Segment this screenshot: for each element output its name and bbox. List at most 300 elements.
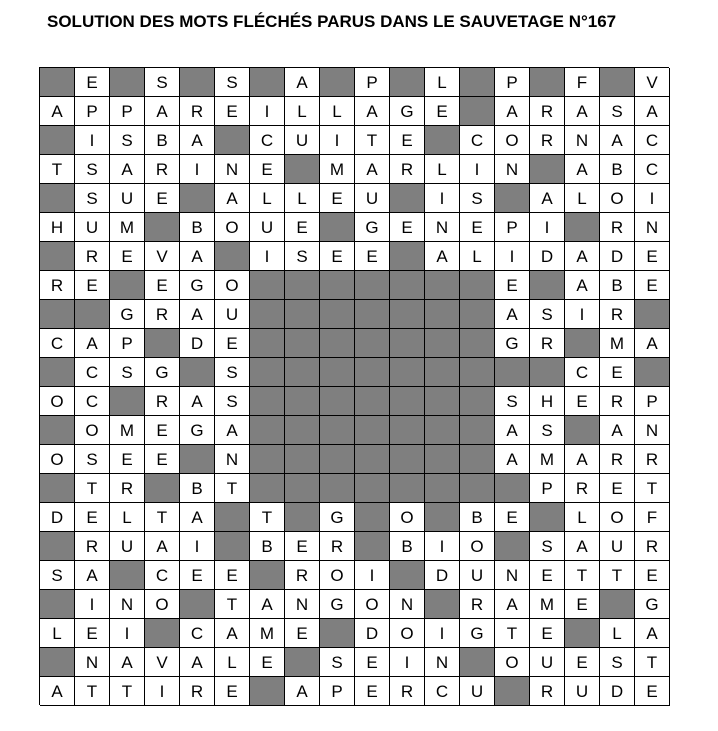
grid-letter-cell: O [215, 213, 250, 242]
grid-letter-cell: D [180, 329, 215, 358]
grid-letter-cell: R [320, 532, 355, 561]
grid-letter-cell: C [460, 126, 495, 155]
grid-letter-cell: R [180, 97, 215, 126]
grid-letter-cell: M [530, 445, 565, 474]
grid-letter-cell: A [180, 648, 215, 677]
grid-black-cell [285, 445, 320, 474]
grid-letter-cell: O [460, 532, 495, 561]
grid-black-cell [250, 271, 285, 300]
grid-black-cell [285, 503, 320, 532]
grid-letter-cell: E [110, 445, 145, 474]
grid-letter-cell: P [495, 213, 530, 242]
grid-letter-cell: E [530, 561, 565, 590]
grid-letter-cell: A [495, 300, 530, 329]
grid-black-cell [390, 387, 425, 416]
grid-letter-cell: R [75, 532, 110, 561]
grid-letter-cell: N [390, 590, 425, 619]
grid-letter-cell: E [355, 242, 390, 271]
grid-letter-cell: G [180, 271, 215, 300]
grid-black-cell [495, 184, 530, 213]
grid-letter-cell: V [635, 68, 670, 97]
grid-black-cell [565, 619, 600, 648]
grid-letter-cell: A [495, 590, 530, 619]
grid-black-cell [285, 329, 320, 358]
grid-letter-cell: R [635, 445, 670, 474]
grid-letter-cell: E [635, 271, 670, 300]
grid-letter-cell: L [215, 648, 250, 677]
grid-letter-cell: L [320, 97, 355, 126]
grid-letter-cell: R [145, 155, 180, 184]
grid-letter-cell: E [600, 474, 635, 503]
grid-black-cell [40, 416, 75, 445]
grid-letter-cell: G [320, 590, 355, 619]
grid-black-cell [145, 213, 180, 242]
grid-letter-cell: E [285, 213, 320, 242]
grid-letter-cell: A [635, 619, 670, 648]
grid-letter-cell: O [75, 416, 110, 445]
grid-letter-cell: O [40, 387, 75, 416]
grid-black-cell [285, 474, 320, 503]
grid-letter-cell: E [425, 97, 460, 126]
grid-letter-cell: S [530, 300, 565, 329]
grid-letter-cell: E [285, 619, 320, 648]
grid-black-cell [390, 416, 425, 445]
grid-black-cell [355, 474, 390, 503]
grid-letter-cell: R [530, 677, 565, 706]
grid-black-cell [320, 474, 355, 503]
grid-black-cell [390, 184, 425, 213]
grid-letter-cell: E [530, 619, 565, 648]
grid-letter-cell: C [635, 126, 670, 155]
crossword-grid [39, 67, 669, 705]
grid-letter-cell: U [250, 213, 285, 242]
grid-letter-cell: M [320, 155, 355, 184]
grid-letter-cell: D [40, 503, 75, 532]
grid-letter-cell: A [40, 97, 75, 126]
grid-black-cell [250, 358, 285, 387]
grid-black-cell [425, 329, 460, 358]
grid-letter-cell: G [110, 300, 145, 329]
grid-letter-cell: I [145, 677, 180, 706]
grid-letter-cell: A [75, 561, 110, 590]
grid-letter-cell: C [40, 329, 75, 358]
grid-letter-cell: N [425, 213, 460, 242]
grid-letter-cell: P [355, 68, 390, 97]
grid-letter-cell: E [635, 677, 670, 706]
grid-letter-cell: A [180, 503, 215, 532]
grid-black-cell [635, 300, 670, 329]
grid-black-cell [425, 503, 460, 532]
grid-letter-cell: A [110, 648, 145, 677]
grid-black-cell [40, 532, 75, 561]
grid-letter-cell: V [145, 242, 180, 271]
grid-letter-cell: L [285, 97, 320, 126]
grid-letter-cell: L [40, 619, 75, 648]
grid-letter-cell: E [355, 677, 390, 706]
grid-letter-cell: U [110, 532, 145, 561]
grid-letter-cell: T [635, 648, 670, 677]
grid-letter-cell: B [390, 532, 425, 561]
grid-letter-cell: A [495, 416, 530, 445]
grid-black-cell [180, 445, 215, 474]
grid-letter-cell: S [285, 242, 320, 271]
grid-black-cell [530, 503, 565, 532]
grid-black-cell [250, 387, 285, 416]
grid-black-cell [180, 68, 215, 97]
grid-letter-cell: A [565, 242, 600, 271]
grid-letter-cell: O [355, 590, 390, 619]
grid-letter-cell: R [40, 271, 75, 300]
grid-letter-cell: I [530, 213, 565, 242]
grid-black-cell [355, 416, 390, 445]
grid-letter-cell: S [530, 532, 565, 561]
grid-letter-cell: R [145, 300, 180, 329]
grid-black-cell [530, 358, 565, 387]
grid-letter-cell: T [110, 677, 145, 706]
grid-letter-cell: I [180, 532, 215, 561]
grid-letter-cell: U [600, 532, 635, 561]
grid-letter-cell: S [530, 416, 565, 445]
grid-letter-cell: B [180, 213, 215, 242]
grid-black-cell [390, 300, 425, 329]
grid-letter-cell: N [425, 648, 460, 677]
grid-letter-cell: A [600, 416, 635, 445]
grid-letter-cell: A [495, 97, 530, 126]
grid-letter-cell: D [355, 619, 390, 648]
grid-letter-cell: H [530, 387, 565, 416]
grid-black-cell [390, 561, 425, 590]
grid-black-cell [40, 590, 75, 619]
grid-black-cell [425, 474, 460, 503]
grid-black-cell [495, 532, 530, 561]
grid-letter-cell: R [390, 155, 425, 184]
grid-letter-cell: A [600, 126, 635, 155]
grid-letter-cell: E [565, 387, 600, 416]
grid-letter-cell: M [250, 619, 285, 648]
grid-black-cell [75, 300, 110, 329]
grid-black-cell [565, 213, 600, 242]
grid-black-cell [285, 155, 320, 184]
grid-letter-cell: E [285, 532, 320, 561]
grid-letter-cell: A [215, 184, 250, 213]
grid-letter-cell: L [600, 619, 635, 648]
grid-letter-cell: I [75, 590, 110, 619]
grid-black-cell [565, 416, 600, 445]
grid-letter-cell: L [110, 503, 145, 532]
grid-letter-cell: E [250, 155, 285, 184]
grid-letter-cell: E [110, 242, 145, 271]
grid-letter-cell: E [320, 184, 355, 213]
grid-letter-cell: E [390, 126, 425, 155]
grid-letter-cell: I [495, 242, 530, 271]
grid-letter-cell: P [635, 387, 670, 416]
grid-letter-cell: A [635, 329, 670, 358]
grid-black-cell [355, 300, 390, 329]
grid-letter-cell: I [355, 561, 390, 590]
grid-letter-cell: T [635, 474, 670, 503]
grid-letter-cell: R [530, 329, 565, 358]
grid-letter-cell: N [635, 213, 670, 242]
grid-letter-cell: R [110, 474, 145, 503]
grid-letter-cell: E [250, 648, 285, 677]
grid-letter-cell: R [145, 387, 180, 416]
grid-letter-cell: D [600, 242, 635, 271]
grid-black-cell [320, 300, 355, 329]
grid-black-cell [355, 532, 390, 561]
grid-letter-cell: M [530, 590, 565, 619]
grid-black-cell [390, 329, 425, 358]
grid-black-cell [40, 648, 75, 677]
grid-black-cell [285, 358, 320, 387]
grid-letter-cell: R [530, 97, 565, 126]
grid-black-cell [355, 387, 390, 416]
grid-letter-cell: O [495, 126, 530, 155]
grid-letter-cell: E [145, 416, 180, 445]
grid-black-cell [110, 271, 145, 300]
grid-letter-cell: A [180, 300, 215, 329]
grid-letter-cell: S [600, 648, 635, 677]
grid-black-cell [390, 358, 425, 387]
grid-letter-cell: S [495, 387, 530, 416]
grid-letter-cell: N [215, 445, 250, 474]
grid-letter-cell: U [565, 677, 600, 706]
grid-letter-cell: P [110, 329, 145, 358]
grid-letter-cell: S [600, 97, 635, 126]
grid-letter-cell: T [355, 126, 390, 155]
grid-letter-cell: C [635, 155, 670, 184]
grid-letter-cell: C [75, 358, 110, 387]
grid-letter-cell: S [215, 358, 250, 387]
grid-letter-cell: S [460, 184, 495, 213]
grid-letter-cell: E [215, 677, 250, 706]
grid-letter-cell: M [600, 329, 635, 358]
grid-black-cell [460, 416, 495, 445]
grid-letter-cell: S [75, 155, 110, 184]
grid-letter-cell: P [495, 68, 530, 97]
grid-letter-cell: I [75, 126, 110, 155]
grid-black-cell [180, 184, 215, 213]
grid-black-cell [145, 329, 180, 358]
grid-black-cell [390, 474, 425, 503]
grid-letter-cell: L [285, 184, 320, 213]
grid-letter-cell: E [75, 619, 110, 648]
grid-letter-cell: O [390, 619, 425, 648]
grid-black-cell [530, 155, 565, 184]
grid-letter-cell: U [110, 184, 145, 213]
grid-letter-cell: R [565, 474, 600, 503]
grid-black-cell [425, 387, 460, 416]
grid-letter-cell: A [635, 97, 670, 126]
grid-letter-cell: S [110, 358, 145, 387]
grid-letter-cell: I [425, 184, 460, 213]
grid-black-cell [250, 300, 285, 329]
grid-letter-cell: U [460, 561, 495, 590]
grid-letter-cell: F [565, 68, 600, 97]
grid-letter-cell: E [565, 648, 600, 677]
grid-letter-cell: A [495, 445, 530, 474]
grid-letter-cell: A [565, 271, 600, 300]
grid-letter-cell: L [460, 242, 495, 271]
grid-black-cell [320, 68, 355, 97]
grid-black-cell [635, 358, 670, 387]
grid-letter-cell: A [215, 619, 250, 648]
grid-letter-cell: P [530, 474, 565, 503]
grid-letter-cell: B [250, 532, 285, 561]
grid-letter-cell: C [75, 387, 110, 416]
grid-letter-cell: O [40, 445, 75, 474]
grid-letter-cell: P [320, 677, 355, 706]
grid-letter-cell: T [495, 619, 530, 648]
grid-black-cell [460, 648, 495, 677]
grid-letter-cell: B [600, 271, 635, 300]
grid-black-cell [110, 68, 145, 97]
grid-black-cell [495, 358, 530, 387]
grid-letter-cell: R [600, 387, 635, 416]
grid-letter-cell: E [145, 445, 180, 474]
grid-letter-cell: V [145, 648, 180, 677]
grid-letter-cell: S [145, 68, 180, 97]
grid-letter-cell: U [460, 677, 495, 706]
grid-letter-cell: T [600, 561, 635, 590]
grid-black-cell [285, 271, 320, 300]
grid-letter-cell: N [565, 126, 600, 155]
grid-black-cell [285, 387, 320, 416]
grid-letter-cell: C [250, 126, 285, 155]
grid-letter-cell: M [110, 213, 145, 242]
grid-letter-cell: N [635, 416, 670, 445]
grid-letter-cell: C [425, 677, 460, 706]
grid-letter-cell: U [530, 648, 565, 677]
grid-black-cell [530, 271, 565, 300]
grid-black-cell [250, 329, 285, 358]
grid-letter-cell: R [460, 590, 495, 619]
grid-black-cell [425, 445, 460, 474]
grid-black-cell [460, 445, 495, 474]
grid-letter-cell: E [215, 329, 250, 358]
grid-letter-cell: G [390, 97, 425, 126]
grid-letter-cell: O [495, 648, 530, 677]
grid-letter-cell: D [425, 561, 460, 590]
grid-letter-cell: A [75, 329, 110, 358]
grid-letter-cell: S [75, 445, 110, 474]
grid-letter-cell: A [250, 590, 285, 619]
grid-letter-cell: A [145, 97, 180, 126]
grid-letter-cell: A [565, 97, 600, 126]
grid-letter-cell: A [425, 242, 460, 271]
grid-black-cell [250, 474, 285, 503]
grid-letter-cell: I [635, 184, 670, 213]
grid-black-cell [320, 387, 355, 416]
grid-black-cell [425, 416, 460, 445]
grid-letter-cell: G [495, 329, 530, 358]
grid-black-cell [460, 329, 495, 358]
grid-black-cell [285, 416, 320, 445]
grid-black-cell [285, 300, 320, 329]
grid-black-cell [600, 68, 635, 97]
page-title: SOLUTION DES MOTS FLÉCHÉS PARUS DANS LE SAUVETAGE N°167 [47, 12, 617, 31]
grid-black-cell [40, 242, 75, 271]
grid-letter-cell: O [600, 503, 635, 532]
grid-black-cell [390, 445, 425, 474]
grid-black-cell [565, 329, 600, 358]
grid-letter-cell: N [495, 155, 530, 184]
grid-black-cell [145, 619, 180, 648]
grid-letter-cell: A [565, 155, 600, 184]
grid-letter-cell: R [390, 677, 425, 706]
grid-black-cell [320, 329, 355, 358]
grid-letter-cell: R [75, 242, 110, 271]
grid-black-cell [320, 358, 355, 387]
grid-letter-cell: T [40, 155, 75, 184]
grid-letter-cell: G [145, 358, 180, 387]
grid-black-cell [180, 358, 215, 387]
grid-letter-cell: E [320, 242, 355, 271]
grid-black-cell [355, 329, 390, 358]
grid-letter-cell: C [565, 358, 600, 387]
grid-letter-cell: E [180, 561, 215, 590]
grid-black-cell [460, 97, 495, 126]
grid-letter-cell: U [215, 300, 250, 329]
grid-letter-cell: U [75, 213, 110, 242]
grid-letter-cell: E [635, 242, 670, 271]
grid-letter-cell: R [600, 300, 635, 329]
grid-letter-cell: E [215, 97, 250, 126]
grid-letter-cell: N [285, 590, 320, 619]
grid-letter-cell: O [145, 590, 180, 619]
grid-black-cell [145, 474, 180, 503]
grid-letter-cell: T [75, 474, 110, 503]
grid-letter-cell: R [600, 445, 635, 474]
grid-black-cell [320, 445, 355, 474]
grid-letter-cell: T [75, 677, 110, 706]
grid-letter-cell: L [425, 155, 460, 184]
grid-black-cell [495, 677, 530, 706]
grid-letter-cell: S [320, 648, 355, 677]
grid-letter-cell: S [110, 126, 145, 155]
grid-letter-cell: G [320, 503, 355, 532]
grid-letter-cell: N [75, 648, 110, 677]
grid-letter-cell: R [635, 532, 670, 561]
grid-letter-cell: N [110, 590, 145, 619]
grid-letter-cell: P [110, 97, 145, 126]
grid-black-cell [425, 126, 460, 155]
grid-black-cell [215, 503, 250, 532]
grid-letter-cell: A [285, 677, 320, 706]
grid-letter-cell: A [40, 677, 75, 706]
grid-letter-cell: I [110, 619, 145, 648]
grid-letter-cell: I [320, 126, 355, 155]
grid-letter-cell: I [425, 532, 460, 561]
grid-letter-cell: A [565, 445, 600, 474]
grid-black-cell [250, 561, 285, 590]
grid-black-cell [320, 416, 355, 445]
grid-letter-cell: G [635, 590, 670, 619]
grid-black-cell [40, 126, 75, 155]
grid-letter-cell: S [40, 561, 75, 590]
grid-black-cell [250, 68, 285, 97]
grid-letter-cell: B [180, 474, 215, 503]
grid-letter-cell: E [635, 561, 670, 590]
grid-black-cell [215, 532, 250, 561]
grid-black-cell [460, 387, 495, 416]
grid-black-cell [355, 358, 390, 387]
grid-letter-cell: I [390, 648, 425, 677]
grid-black-cell [425, 271, 460, 300]
grid-letter-cell: A [355, 97, 390, 126]
grid-letter-cell: E [145, 184, 180, 213]
grid-black-cell [460, 271, 495, 300]
grid-letter-cell: E [600, 358, 635, 387]
